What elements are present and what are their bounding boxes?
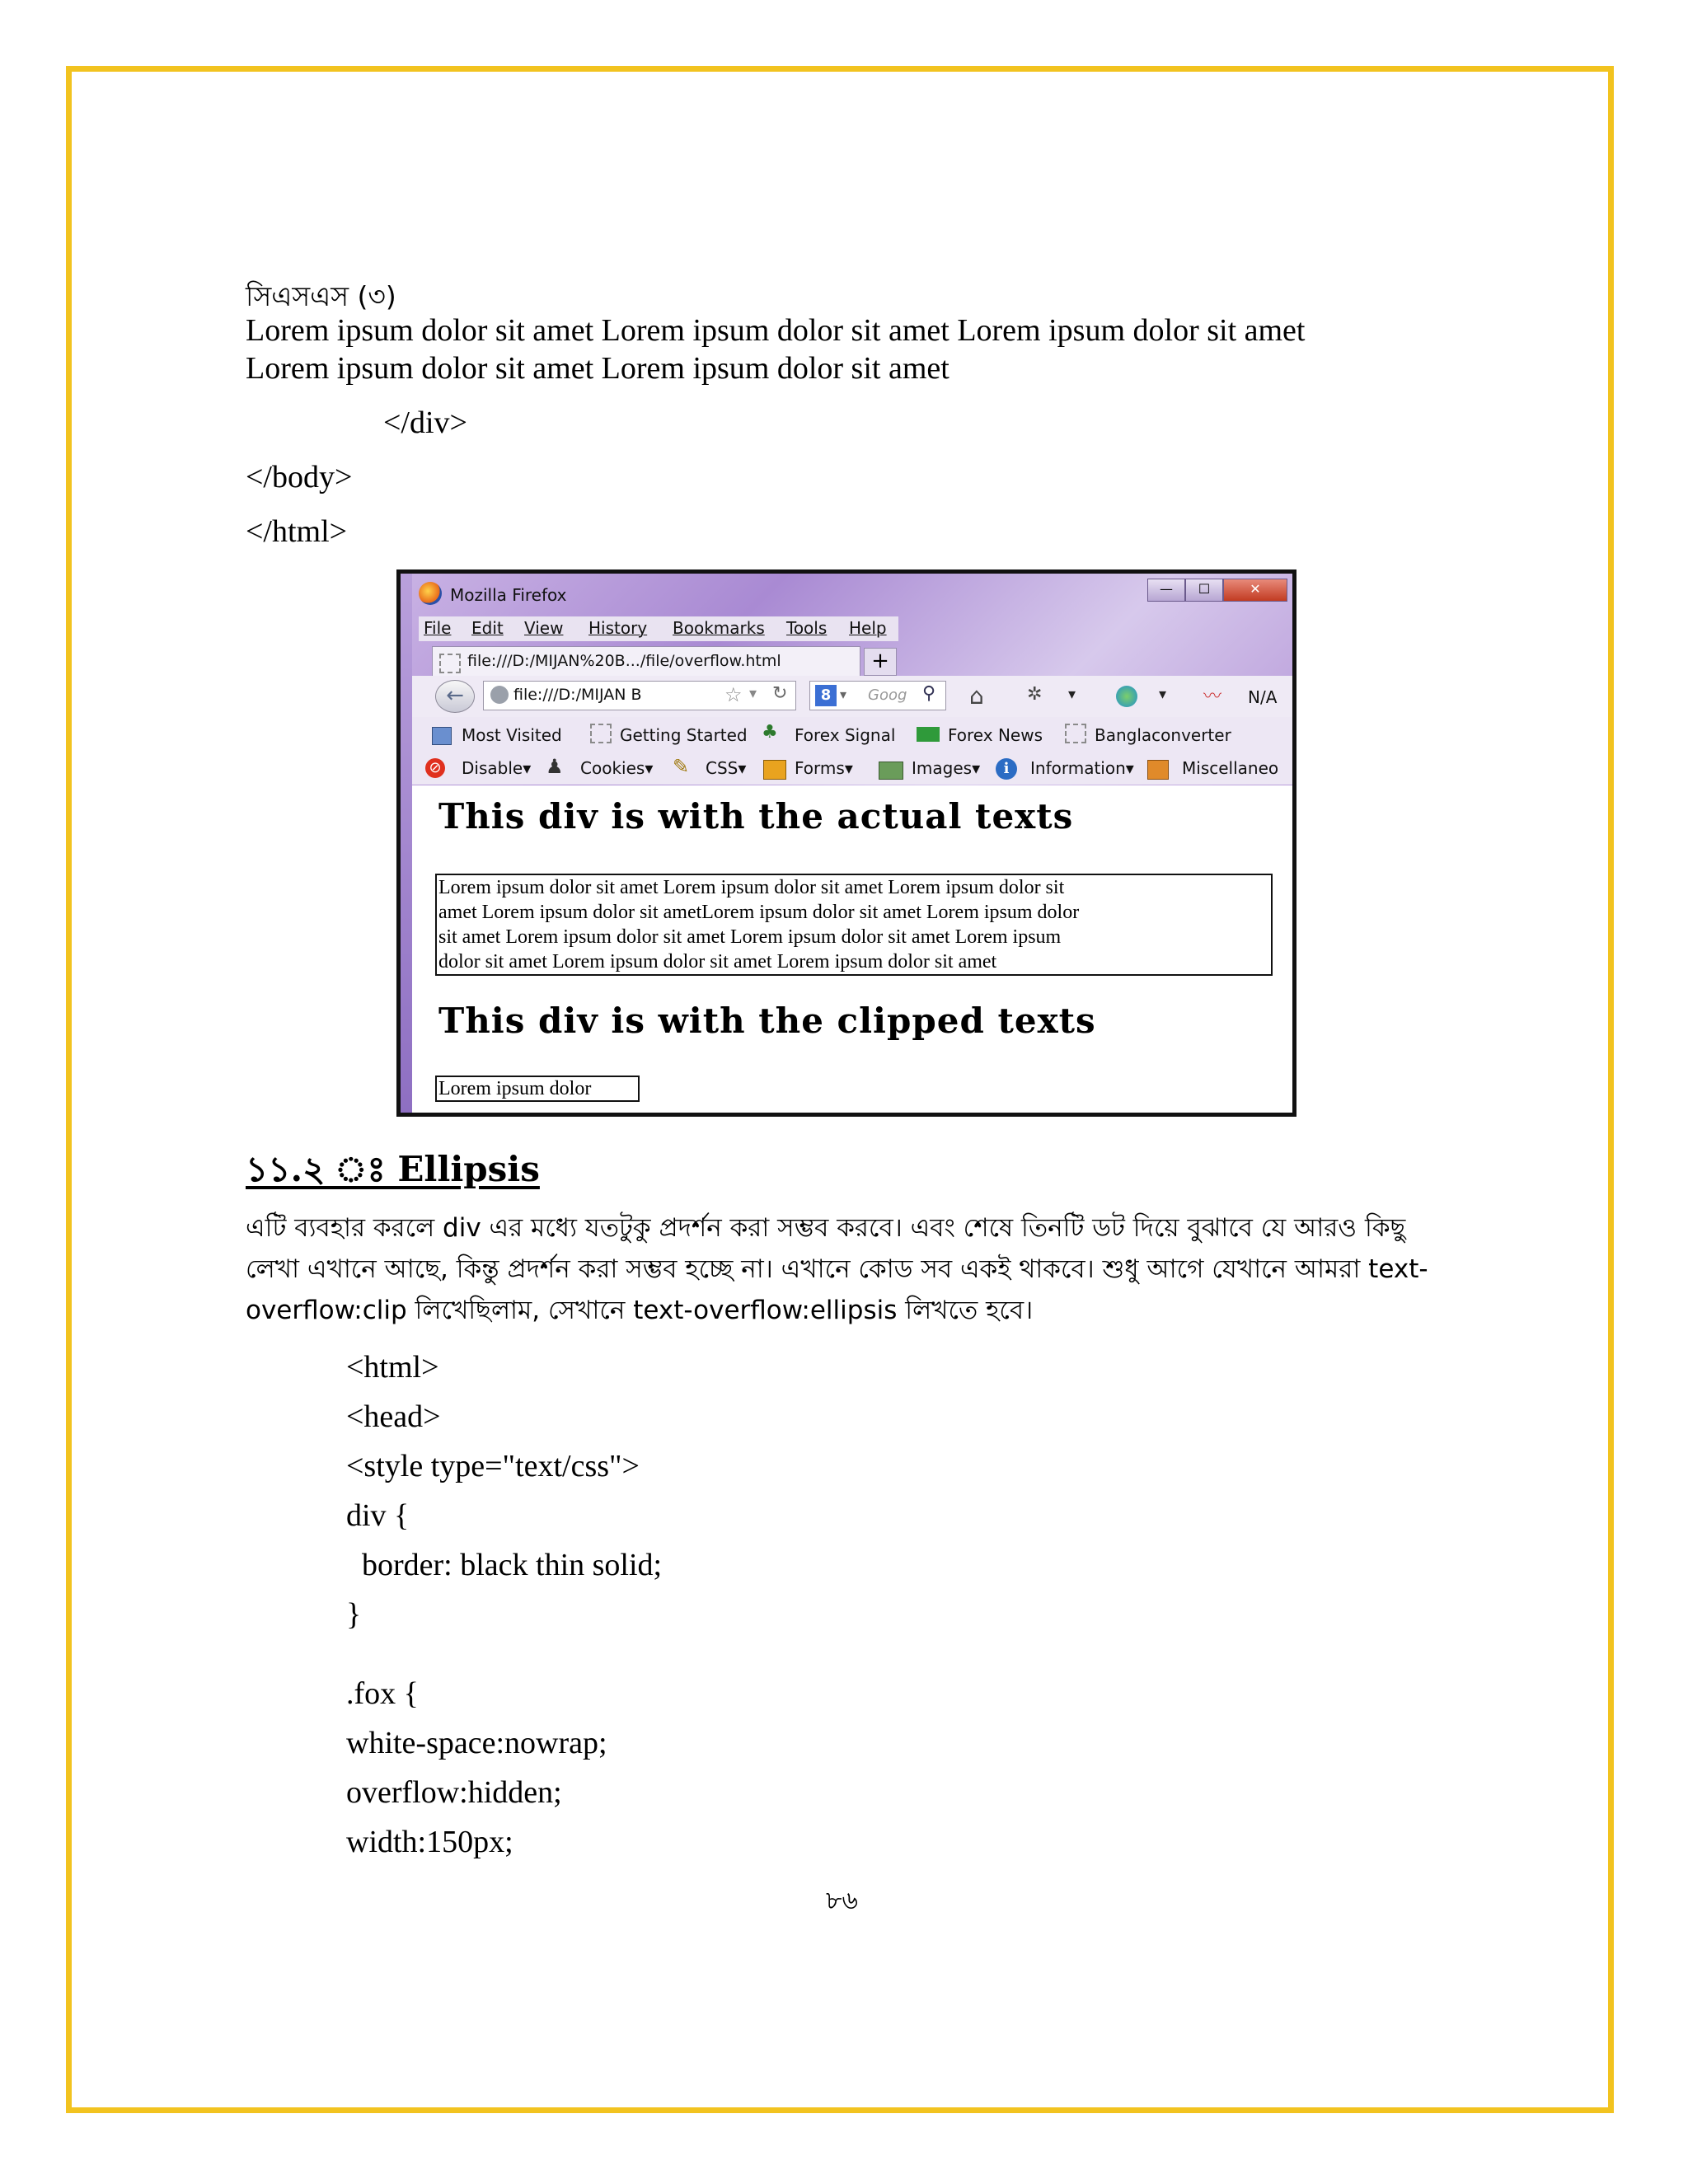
chart-icon[interactable]: 〰 xyxy=(1203,687,1222,707)
maximize-button[interactable]: ☐ xyxy=(1185,579,1223,602)
menu-file[interactable]: File xyxy=(424,618,452,638)
lorem-box-line: Lorem ipsum dolor sit amet Lorem ipsum dolor sit amet Lorem ipsum dolor sit xyxy=(438,877,1065,898)
bookmark-most-visited[interactable]: Most Visited xyxy=(462,725,562,745)
addon-icon[interactable]: ✲ xyxy=(1027,684,1043,705)
flag-icon xyxy=(917,727,940,742)
search-placeholder: Goog xyxy=(868,687,907,704)
page-number: ৮৬ xyxy=(826,1886,858,1915)
menu-bookmarks[interactable]: Bookmarks xyxy=(673,618,765,638)
menu-tools[interactable]: Tools xyxy=(786,618,828,638)
bookmark-forex-news[interactable]: Forex News xyxy=(948,725,1043,745)
window-left-edge xyxy=(401,574,412,1113)
window-controls xyxy=(1147,579,1287,602)
devbar-disable[interactable]: Disable▾ xyxy=(462,758,532,778)
page-icon xyxy=(439,652,461,673)
code-line: width:150px; xyxy=(346,1825,513,1859)
code-line: <html> xyxy=(346,1350,439,1385)
section-label: সিএসএস (৩) xyxy=(246,280,396,312)
tab-title: file:///D:/MIJAN%20B.../file/overflow.html xyxy=(467,652,781,670)
bookmark-forex-signal[interactable]: Forex Signal xyxy=(795,725,896,745)
star-icon[interactable]: ☆ xyxy=(724,683,743,706)
bell-icon: ♣ xyxy=(762,722,778,743)
code-line: overflow:hidden; xyxy=(346,1775,562,1810)
bookmark-banglaconverter[interactable]: Banglaconverter xyxy=(1095,725,1231,745)
code-close-html: </html> xyxy=(246,514,348,549)
wand-icon: ✎ xyxy=(673,755,690,778)
getting-started-icon xyxy=(590,724,612,743)
heading-actual-texts: This div is with the actual texts xyxy=(438,796,1074,837)
code-line: .fox { xyxy=(346,1676,419,1711)
globe-icon xyxy=(490,686,509,704)
menu-bar xyxy=(419,616,898,641)
back-icon[interactable]: ← xyxy=(435,680,475,713)
menu-history[interactable]: History xyxy=(588,618,648,638)
search-icon[interactable]: ⚲ xyxy=(922,683,936,704)
web-icon[interactable] xyxy=(1116,686,1137,707)
reload-icon[interactable]: ↻ xyxy=(772,683,788,704)
code-line: <style type="text/css"> xyxy=(346,1449,640,1483)
lorem-box-line: amet Lorem ipsum dolor sit ametLorem ipsum dolor sit amet Lorem ipsum dolor xyxy=(438,902,1080,923)
disable-icon: ⊘ xyxy=(425,758,445,778)
search-engine-dropdown-icon[interactable]: ▾ xyxy=(840,687,847,702)
code-line: } xyxy=(346,1597,362,1632)
lorem-line-2: Lorem ipsum dolor sit amet Lorem ipsum dolor sit amet xyxy=(246,351,950,386)
devbar-images[interactable]: Images▾ xyxy=(912,758,981,778)
images-icon xyxy=(879,762,903,780)
devbar-forms[interactable]: Forms▾ xyxy=(795,758,853,778)
lorem-box-line: dolor sit amet Lorem ipsum dolor sit amet Lorem ipsum dolor sit amet xyxy=(438,951,997,972)
paragraph-line-2: লেখা এখানে আছে, কিন্তু প্রদর্শন করা সম্ভব হচ্ছে না। এখানে কোড সব একই থাকবে। শুধু আগে যেখানে আমরা text- xyxy=(246,1254,1428,1284)
menu-help[interactable]: Help xyxy=(849,618,887,638)
browser-screenshot xyxy=(396,569,1296,1117)
forms-icon xyxy=(763,760,786,780)
dropdown-icon[interactable]: ▾ xyxy=(749,685,757,702)
url-bar[interactable] xyxy=(483,681,796,710)
devbar-cookies[interactable]: Cookies▾ xyxy=(580,758,654,778)
devbar-information[interactable]: Information▾ xyxy=(1030,758,1134,778)
na-label: N/A xyxy=(1248,687,1278,707)
heading-clipped-texts: This div is with the clipped texts xyxy=(438,1001,1096,1041)
code-line: div { xyxy=(346,1498,410,1533)
lorem-box-actual xyxy=(435,874,1273,976)
new-tab-button[interactable]: + xyxy=(864,648,897,676)
menu-view[interactable]: View xyxy=(524,618,564,638)
lorem-box-line: sit amet Lorem ipsum dolor sit amet Lorem ipsum dolor sit amet Lorem ipsum xyxy=(438,926,1062,948)
code-close-div: </div> xyxy=(383,405,467,440)
lorem-line-1: Lorem ipsum dolor sit amet Lorem ipsum dolor sit amet Lorem ipsum dolor sit amet xyxy=(246,313,1306,348)
paragraph-line-3: overflow:clip লিখেছিলাম, সেখানে text-overflow:ellipsis লিখতে হবে। xyxy=(246,1296,1034,1325)
minimize-button[interactable]: — xyxy=(1147,579,1185,602)
code-close-body: </body> xyxy=(246,460,353,494)
cookies-icon: ♟ xyxy=(546,755,564,778)
url-text: file:///D:/MIJAN B xyxy=(513,686,642,704)
web-dropdown-icon[interactable]: ▾ xyxy=(1159,686,1167,703)
code-line: <head> xyxy=(346,1399,441,1434)
search-bar[interactable] xyxy=(809,681,946,710)
section-heading: ১১.২ ঃ Ellipsis xyxy=(246,1149,540,1189)
banglaconverter-icon xyxy=(1065,724,1086,743)
most-visited-icon xyxy=(432,727,452,745)
information-icon: i xyxy=(996,758,1017,780)
code-line: white-space:nowrap; xyxy=(346,1726,607,1760)
tab-overflow[interactable] xyxy=(432,646,860,676)
devbar-css[interactable]: CSS▾ xyxy=(706,758,747,778)
paragraph-line-1: এটি ব্যবহার করলে div এর মধ্যে যতটুকু প্রদর্শন করা সম্ভব করবে। এবং শেষে তিনটি ডট দিয়ে বুঝাবে যে আরও কিছু xyxy=(246,1213,1406,1243)
code-line: border: black thin solid; xyxy=(346,1548,663,1582)
home-icon[interactable]: ⌂ xyxy=(969,682,984,710)
bookmark-getting-started[interactable]: Getting Started xyxy=(620,725,748,745)
miscellaneous-icon xyxy=(1147,760,1169,780)
clipped-box: Lorem ipsum dolor xyxy=(435,1076,640,1102)
menu-edit[interactable]: Edit xyxy=(471,618,504,638)
devbar-miscellaneous[interactable]: Miscellaneo xyxy=(1182,758,1279,778)
firefox-logo-icon xyxy=(419,582,442,605)
google-icon: 8 xyxy=(815,685,837,706)
window-title: Mozilla Firefox xyxy=(450,585,567,605)
close-button[interactable]: ✕ xyxy=(1223,579,1287,602)
addon-dropdown-icon[interactable]: ▾ xyxy=(1068,686,1076,703)
